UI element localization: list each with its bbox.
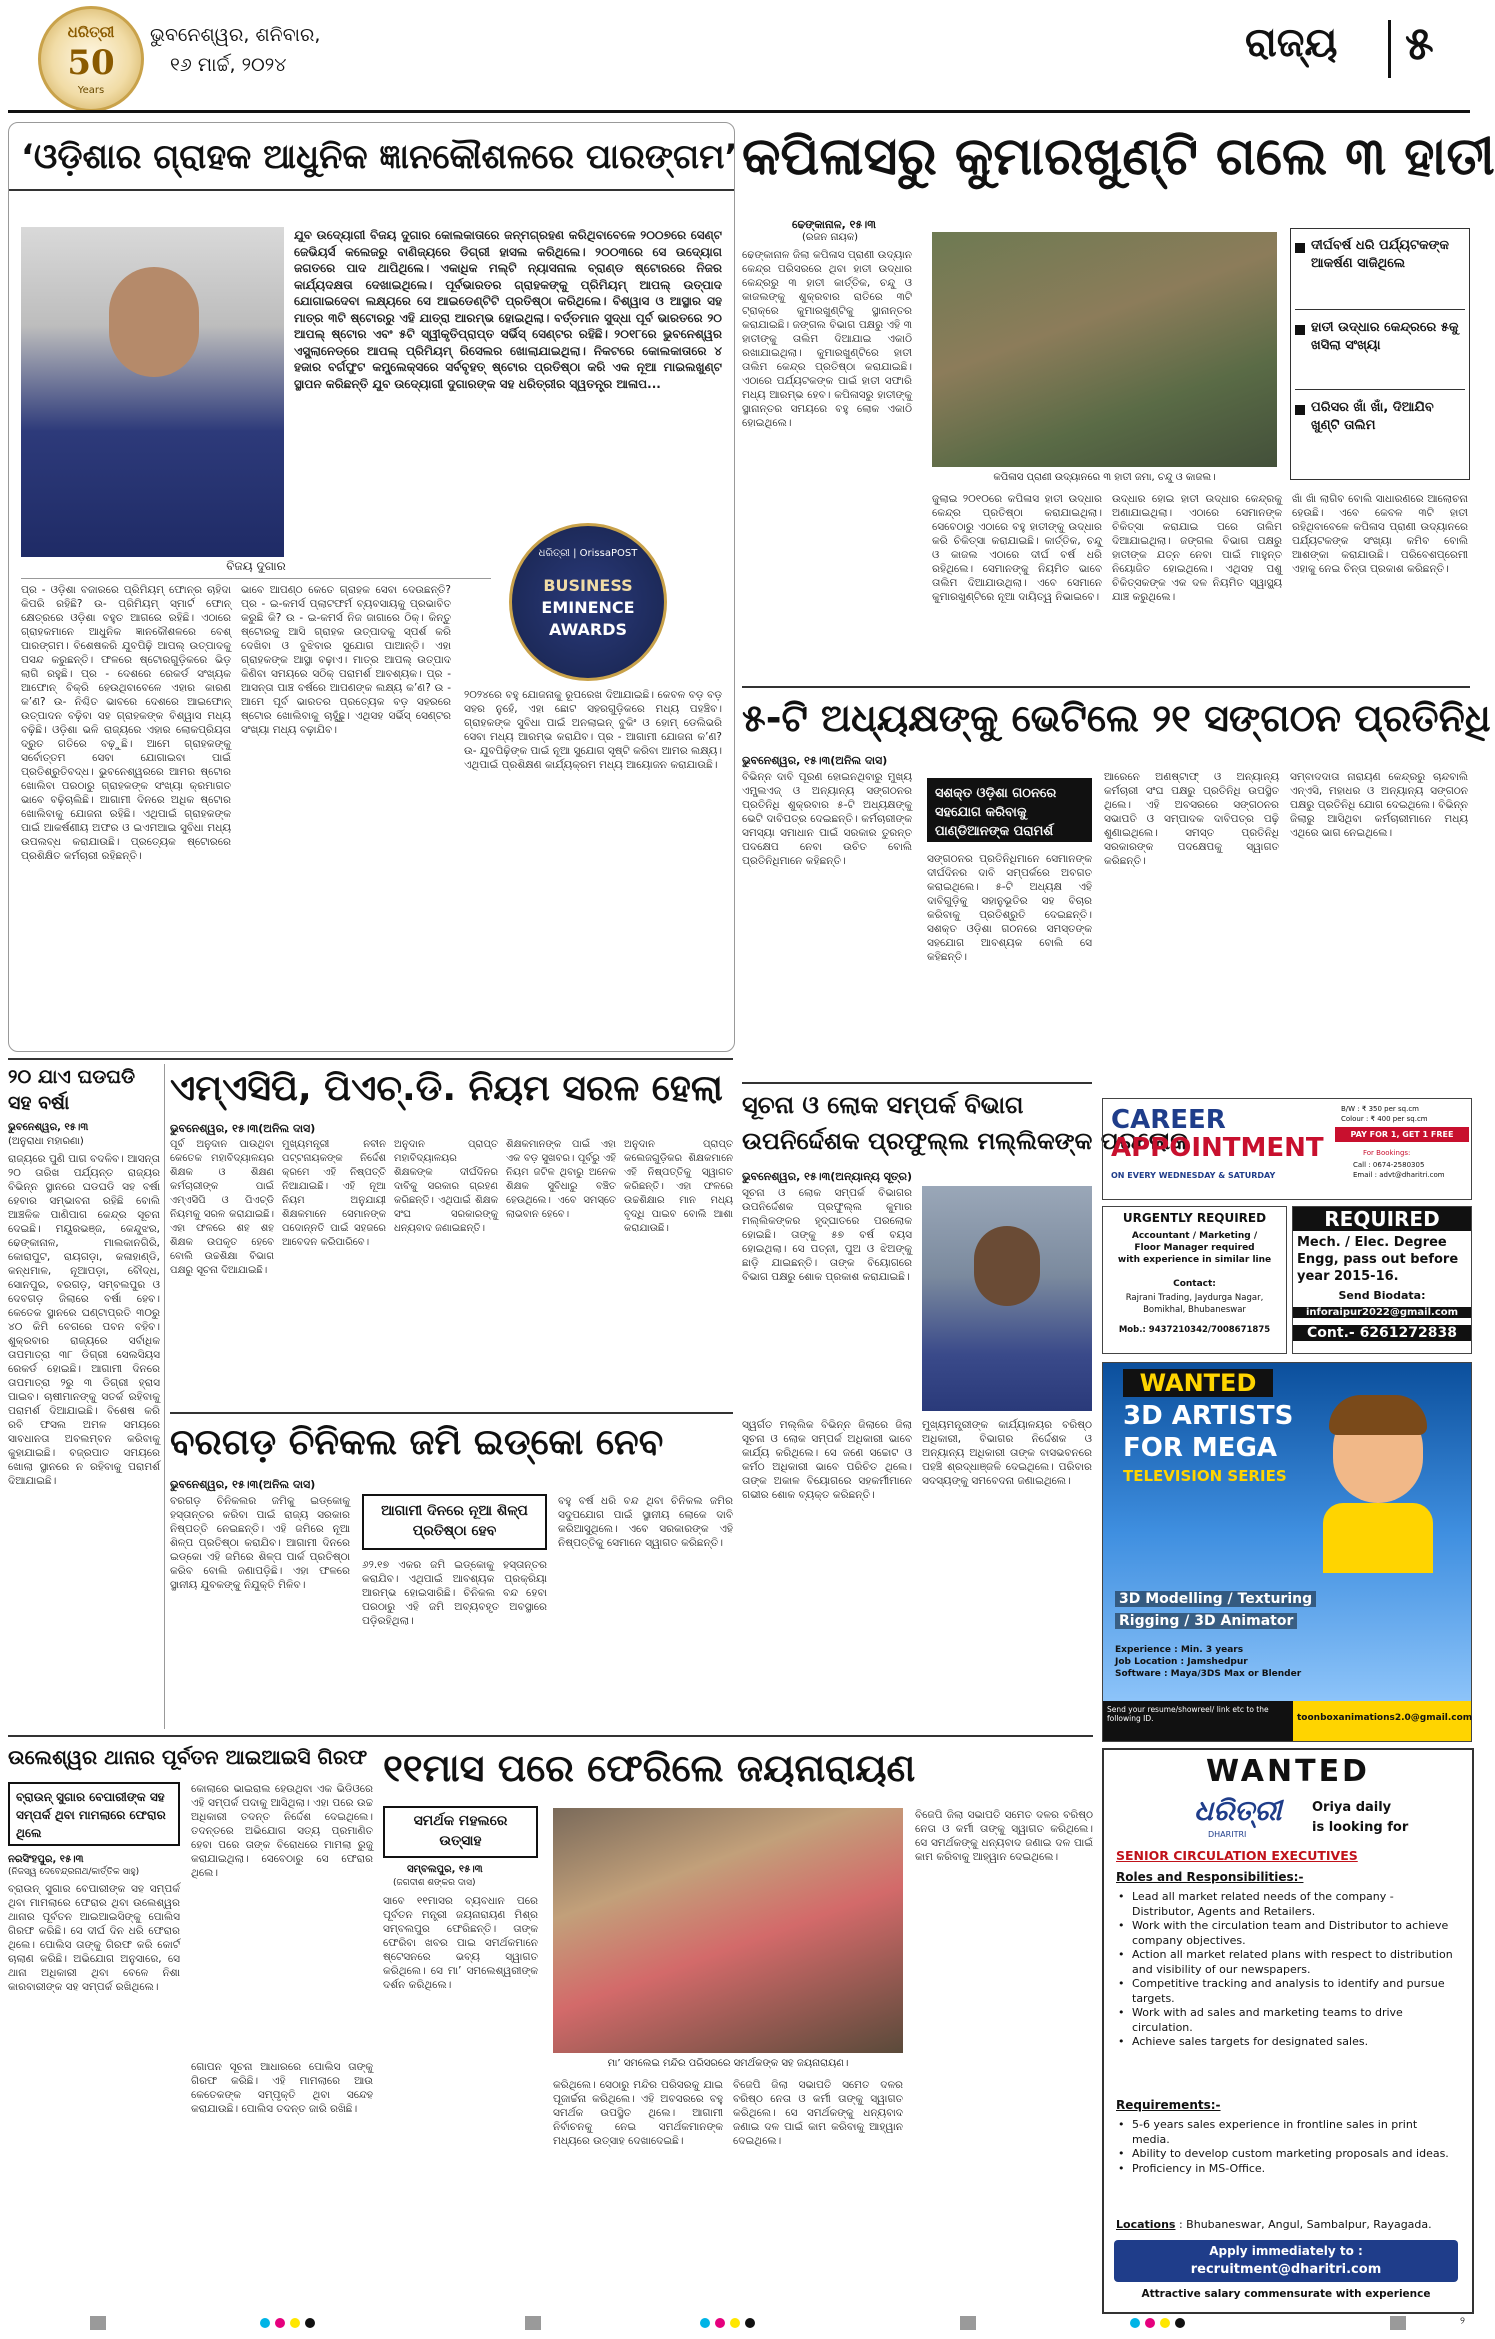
mscp-col-5: ଅନୁଦାନ ପ୍ରାପ୍ତ କଲେଜଗୁଡ଼ିକର ଶିକ୍ଷକମାନେ ଏହି ନିଷ୍ପତ୍ତିକୁ ସ୍ୱାଗତ କରିଛନ୍ତି। ଏହା ଫଳରେ ଉଚ୍ଚଶିକ୍ଷାର ମାନ ମଧ୍ୟ ବୃଦ୍ଧି ପାଇବ ବୋଲି ଆଶା କରାଯାଉଛି। bbox=[624, 1139, 737, 1234]
box-item-rule-1 bbox=[1295, 309, 1465, 310]
print-mark-cyan bbox=[1130, 2318, 1140, 2328]
dharitri-roles-list bbox=[1118, 1890, 1458, 2050]
rule-bargarh-top bbox=[170, 1412, 733, 1414]
elephant-col-3: ଉଦ୍ଧାର ହୋଇ ହାତୀ ଉଦ୍ଧାର କେନ୍ଦ୍ରକୁ ଅଣାଯାଇଥିଲା। ଏଠାରେ ସେମାନଙ୍କ ଚିକିତ୍ସା କରାଯାଇ ପରେ ତାଲିମ ଦିଆଯାଇଥିଲା। ଜଙ୍ଗଲ ବିଭାଗ ପକ୍ଷରୁ ହାତୀଙ୍କ ଯତ୍ନ ନେବା ପାଇଁ ମାହୁନ୍ତ ନିୟୋଜିତ ହୋଇଥିଲେ। ଏଥିସହ ପଶୁ ଚିକିତ୍ସକଙ୍କ ଏକ ଦଳ ନିୟମିତ ସ୍ୱାସ୍ଥ୍ୟ ଯାଞ୍ଚ କରୁଥିଲେ। bbox=[1112, 493, 1286, 603]
section-title: ରାଜ୍ୟ bbox=[1245, 20, 1338, 66]
interview-headline: ‘ଓଡ଼ିଶାର ଗ୍ରାହକ ଆଧୁନିକ ଜ୍ଞାନକୌଶଳରେ ପାରଙ୍ଗମ’ bbox=[21, 137, 738, 177]
elephant-headline: କପିଳାସରୁ କୁମାରଖୁଣ୍ଟି ଗଲେ ୩ ହାତୀ bbox=[742, 127, 1495, 187]
elephant-byline: (ରଜନ ନାୟକ) bbox=[802, 232, 859, 243]
print-gray-bar bbox=[1390, 2316, 1406, 2330]
character-hair bbox=[1329, 1395, 1427, 1435]
organisation-col-4: ସମ୍ବାଦଦାତା ନାରାୟଣ କେନ୍ଦ୍ରରୁ ଚାନ୍ଦବାଲି ଏନ୍‌ଏସି, ମହାଧର ଓ ଅନ୍ୟାନ୍ୟ ସଙ୍ଗଠନ ପକ୍ଷରୁ ପ୍ରତିନିଧି ଯୋଗ ଦେଇଥିଲେ। ବିଭିନ୍ନ ଜିଲାରୁ ଆସିଥିବା କର୍ମଚାରୀମାନେ ମଧ୍ୟ ଏଥିରେ ଭାଗ ନେଇଥିଲେ। bbox=[1290, 771, 1472, 839]
print-gray-bar bbox=[960, 2316, 976, 2330]
jayanarayan-col-3: ବିଜେପି ଜିଲା ସଭାପତି ସମେତ ଦଳର ବରିଷ୍ଠ ନେତା ଓ କର୍ମୀ ତାଙ୍କୁ ସ୍ୱାଗତ କରିଥିଲେ। ସେ ସମର୍ଥକଙ୍କୁ ଧନ୍ୟବାଦ ଜଣାଇ ଦଳ ପାଇଁ କାମ କରିବାକୁ ଆହ୍ୱାନ ଦେଇଥିଲେ। bbox=[733, 2079, 907, 2147]
urgent-title: URGENTLY REQUIRED bbox=[1122, 1211, 1267, 1225]
logo-word: ଧରିତ୍ରୀ bbox=[67, 23, 115, 41]
print-mark-magenta bbox=[275, 2318, 285, 2328]
date-line-1: ଭୁବନେଶ୍ୱର, ଶନିବାର, bbox=[150, 24, 321, 46]
rain-body: ରାଜ୍ୟରେ ପୁଣି ପାଗ ବଦଳିବ। ଆସନ୍ତା ୨୦ ତାରିଖ ପର୍ଯ୍ୟନ୍ତ ରାଜ୍ୟର ବିଭିନ୍ନ ସ୍ଥାନରେ ଘଡଘଡି ସହ ବର୍ଷା ହେବାର ସମ୍ଭାବନା ରହିଛି ବୋଲି ଆଞ୍ଚଳିକ ପାଣିପାଗ କେନ୍ଦ୍ର ସୂଚନା ଦେଇଛି। ମୟୂରଭଞ୍ଜ, କେନ୍ଦୁଝର, ଢେଙ୍କାନାଳ, ମାଲକାନଗିରି, କୋରାପୁଟ, ରାୟଗଡ଼ା, କଳାହାଣ୍ଡି, କନ୍ଧମାଳ, ନୂଆପଡ଼ା, ବୌଦ୍ଧ, ସୋନପୁର, ବରଗଡ଼, ସମ୍ବଲପୁର ଓ ଦେବଗଡ଼ ଜିଲାରେ ବର୍ଷା ହେବ। କେତେକ ସ୍ଥାନରେ ଘଣ୍ଟାପ୍ରତି ୩୦ରୁ ୪୦ କିମି ବେଗରେ ପବନ ବହିବ। ଶୁକ୍ରବାର ରାଜ୍ୟରେ ସର୍ବାଧିକ ତାପମାତ୍ରା ୩୮ ଡିଗ୍ରୀ ସେଲସିୟସ ରେକର୍ଡ ହୋଇଛି। ଆଗାମୀ ଦିନରେ ତାପମାତ୍ରା ୨ରୁ ୩ ଡିଗ୍ରୀ ହ୍ରାସ ପାଇବ। ଚାଷୀମାନଙ୍କୁ ସତର୍କ ରହିବାକୁ ପରାମର୍ଶ ଦିଆଯାଇଛି। ବିଶେଷ କରି ରବି ଫସଲ ଅମଳ ସମୟରେ ସାବଧାନତା ଅବଲମ୍ବନ କରିବାକୁ କୁହାଯାଇଛି। ବଜ୍ରପାତ ସମୟରେ ଖୋଲା ସ୍ଥାନରେ ନ ରହିବାକୁ ପରାମର୍ଶ ଦିଆଯାଇଛି। bbox=[8, 1153, 164, 1487]
rule-rain-right bbox=[164, 1064, 165, 1729]
jayanarayan-col-4: ବିଜେପି ଜିଲା ସଭାପତି ସମେତ ଦଳର ବରିଷ୍ଠ ନେତା ଓ କର୍ମୀ ତାଙ୍କୁ ସ୍ୱାଗତ କରିଥିଲେ। ସେ ସମର୍ଥକଙ୍କୁ ଧନ୍ୟବାଦ ଜଣାଇ ଦଳ ପାଇଁ କାମ କରିବାକୁ ଆହ୍ୱାନ ଦେଇଥିଲେ। bbox=[915, 1809, 1097, 1863]
interview-headline-rule bbox=[9, 189, 734, 191]
masthead-rule bbox=[8, 110, 1470, 113]
dharitri-brand: ଧରିତ୍ରୀ bbox=[1194, 1794, 1282, 1827]
required-send-label: Send Biodata: bbox=[1338, 1289, 1426, 1302]
box-item-3: ପରିସର ଖାଁ ଖାଁ, ଦିଆଯିବ ଖୁଣ୍ଟି ତାଲିମ bbox=[1311, 400, 1434, 433]
artist-software: Software : Maya/3DS Max or Blender bbox=[1115, 1669, 1302, 1679]
dharitri-roles-head: Roles and Responsibilities:- bbox=[1116, 1870, 1304, 1884]
career-line-1: CAREER bbox=[1111, 1105, 1226, 1135]
box-bullet-2 bbox=[1295, 325, 1305, 335]
requirement-item: • Ability to develop custom marketing proposals and ideas. bbox=[1118, 2147, 1449, 2160]
elephant-dateline: ଢେଙ୍କାନାଳ, ୧୫।୩ bbox=[792, 218, 876, 231]
urgently-required-ad bbox=[1102, 1206, 1287, 1354]
interview-intro: ଯୁବ ଉଦ୍ୟୋଗୀ ବିଜୟ ଦୁଗାର କୋଲକାତାରେ ଜନ୍ମଗ୍ରହଣ କରିଥିବାବେଳେ ୨୦୦୭ରେ ସେଣ୍ଟ ଜେଭିୟର୍ସ କଲେଜରୁ ବାଣିଜ୍ୟରେ ଡିଗ୍ରୀ ହାସଲ କରିଥିଲେ। ୨୦୦୩ରେ ସେ ଉଦ୍ୟୋଗ ଜଗତରେ ପାଦ ଥାପିଥିଲେ। ଏକାଧିକ ମଲ୍ଟି ନ୍ୟାସନାଲ ବ୍ରାଣ୍ଡ ଷ୍ଟୋରରେ ନିଜର କାର୍ଯ୍ୟଦକ୍ଷତା ଦେଖାଇଥିଲେ। ପୂର୍ବଭାରତର ଗ୍ରାହକଙ୍କୁ ପ୍ରିମିୟମ୍ ଆପଲ୍ ଉତ୍ପାଦ ଯୋଗାଇଦେବା ଲକ୍ଷ୍ୟରେ ସେ ଆଇଡେଣ୍ଟିଟି ପ୍ରତିଷ୍ଠା କରିଥିଲେ। ବିଶ୍ୱାସ ଓ ଆସ୍ଥାର ସହ ମାତ୍ର ୩ଟି ଷ୍ଟୋରରୁ ଏହି ଯାତ୍ରା ଆରମ୍ଭ ହୋଇଥିଲା। ବର୍ତ୍ତମାନ ସୁଦ୍ଧା ପୂର୍ବ ଭାରତରେ ୨୦ ଆପଲ୍ ଷ୍ଟୋର ଏବଂ ୫ଟି ସ୍ୱୀକୃତିପ୍ରାପ୍ତ ସର୍ଭିସ୍ ସେଣ୍ଟର ରହିଛି। ୨୦୧୮ରେ ଭୁବନେଶ୍ୱର ଏସ୍ପ୍ଲାନେଡ୍‌ରେ ଆପଲ୍ ପ୍ରିମିୟମ୍ ରିସେଲର ଖୋଲାଯାଇଥିଲା। ନିକଟରେ କୋଲକାତାରେ ୪ ହଜାର ବର୍ଗଫୁଟ କମ୍ପ୍ଲେକ୍ସରେ ସର୍ବବୃହତ୍ ଷ୍ଟୋର ପ୍ରତିଷ୍ଠା କରି ଏକ ନୂଆ ମାଇଲଖୁଣ୍ଟ ସ୍ଥାପନ କରିଛନ୍ତି ଯୁବ ଉଦ୍ୟୋଗୀ ଦୁଗାରଙ୍କ ସହ ଧରିତ୍ରୀର ସ୍ୱତନ୍ତ୍ର ଆଳାପ... bbox=[294, 228, 727, 391]
required-line-2: Engg, pass out before bbox=[1297, 1252, 1459, 1267]
organisation-col-1: ବିଭିନ୍ନ ଦାବି ପୂରଣ ହୋଇନଥିବାରୁ ମୁଖ୍ୟ ଏମ୍ପ୍ଲଏଜ୍ ଓ ଅନ୍ୟାନ୍ୟ ସଙ୍ଗଠନର ପ୍ରତିନିଧି ଶୁକ୍ରବାର ୫-ଟି ଅଧ୍ୟକ୍ଷଙ୍କୁ ଭେଟି ଦାବିପତ୍ର ଦେଇଛନ୍ତି। କର୍ମଚାରୀଙ୍କ ସମସ୍ୟା ସମାଧାନ ପାଇଁ ସରକାର ତୁରନ୍ତ ପଦକ୍ଷେପ ନେବା ଉଚିତ ବୋଲି ପ୍ରତିନିଧିମାନେ କହିଛନ୍ତି। bbox=[742, 771, 916, 867]
page-number: ୫ bbox=[1405, 16, 1434, 70]
required-line-3: year 2015-16. bbox=[1297, 1269, 1399, 1284]
interview-photo-caption: ବିଜୟ ଦୁଗାର bbox=[21, 559, 491, 579]
artist-skill-2: Rigging / 3D Animator bbox=[1115, 1613, 1297, 1629]
interview-qa-col-3: ୨୦୨୪ରେ ବହୁ ଯୋଜନାକୁ ରୂପରେଖ ଦିଆଯାଇଛି। କେବଳ ବଡ଼ ବଡ଼ ସହର ନୁହେଁ, ଏହା ଛୋଟ ସହରଗୁଡ଼ିକରେ ମଧ୍ୟ ପହଞ୍ଚିବ। ଗ୍ରାହକଙ୍କ ସୁବିଧା ପାଇଁ ଅନଲାଇନ୍ ବୁକିଂ ଓ ହୋମ୍ ଡେଲିଭରି ସେବା ମଧ୍ୟ ଆରମ୍ଭ କରାଯିବ। ପ୍ର - ଆଗାମୀ ଯୋଜନା କ’ଣ? ଉ- ଯୁବପିଢ଼ିଙ୍କ ପାଇଁ ନୂଆ ସୁଯୋଗ ସୃଷ୍ଟି କରିବା ଆମର ଲକ୍ଷ୍ୟ। ଏଥିପାଇଁ ପ୍ରଶିକ୍ଷଣ କାର୍ଯ୍ୟକ୍ରମ ମଧ୍ୟ ଆୟୋଜନ କରାଯାଉଛି। bbox=[464, 689, 726, 771]
elephant-col-4: ଖାଁ ଖାଁ ଲାଗିବ ବୋଲି ସାଧାରଣରେ ଆଲୋଚନା ହେଉଛି। ଏବେ କେବଳ ୩ଟି ହାତୀ ରହିଥିବାବେଳେ କପିଳାସ ପ୍ରାଣୀ ଉଦ୍ୟାନରେ ପର୍ଯ୍ୟଟକଙ୍କ ସଂଖ୍ୟା କମିବ ବୋଲି ଆଶଙ୍କା କରାଯାଉଛି। ପରିବେଶପ୍ରେମୀ ଏହାକୁ ନେଇ ଚିନ୍ତା ପ୍ରକାଶ କରିଛନ୍ତି। bbox=[1292, 493, 1472, 575]
career-offer: PAY FOR 1, GET 1 FREE bbox=[1335, 1127, 1469, 1142]
jayanarayan-headline: ୧୧ମାସ ପରେ ଫେରିଲେ ଜୟନାରାୟଣ bbox=[383, 1746, 916, 1790]
rain-dateline: ଭୁବନେଶ୍ୱର, ୧୫।୩ bbox=[8, 1122, 89, 1133]
obituary-col-2: ସ୍ୱର୍ଗତ ମଲ୍ଲିକ ବିଭିନ୍ନ ଜିଲାରେ ଜିଲା ସୂଚନା ଓ ଲୋକ ସମ୍ପର୍କ ଅଧିକାରୀ ଭାବେ କାର୍ଯ୍ୟ କରିଥିଲେ। ସେ ଜଣେ ସଚ୍ଚୋଟ ଓ କର୍ମଠ ଅଧିକାରୀ ଭାବେ ପରିଚିତ ଥିଲେ। ତାଙ୍କ ଅକାଳ ବିୟୋଗରେ ସହକର୍ମୀମାନେ ଗଭୀର ଶୋକ ବ୍ୟକ୍ତ କରିଛନ୍ତି। bbox=[742, 1419, 916, 1501]
artist-location: Job Location : Jamshedpur bbox=[1115, 1657, 1248, 1667]
date-line-2: ୧୬ ମାର୍ଚ୍ଚ, ୨୦୨୪ bbox=[170, 54, 287, 76]
award-line-1: BUSINESS bbox=[543, 576, 633, 595]
print-gray-bar bbox=[90, 2316, 106, 2330]
urgent-line-2: Floor Manager required bbox=[1134, 1243, 1255, 1253]
iic-arrest-col-2: କୋଲାରେ ଭାଇରାଲ ହେଉଥିବା ଏକ ଭିଡିଓରେ ଏହି ସମ୍ପର୍କ ପଦାକୁ ଆସିଥିଲା। ଏହା ପରେ ଉଚ୍ଚ ଅଧିକାରୀ ତଦନ୍ତ ନିର୍ଦ୍ଦେଶ ଦେଇଥିଲେ। ତଦନ୍ତରେ ଅଭିଯୋଗ ସତ୍ୟ ପ୍ରମାଣିତ ହେବା ପରେ ତାଙ୍କ ବିରୋଧରେ ମାମଲା ରୁଜୁ କରାଯାଇଥିଲା। ସେବେଠାରୁ ସେ ଫେରାର ଥିଲେ। bbox=[191, 1783, 377, 1879]
jayanarayan-byline: (ଜଗଦୀଶ ଶଙ୍କର ଦାସ) bbox=[393, 1878, 476, 1888]
career-subline: ON EVERY WEDNESDAY & SATURDAY bbox=[1111, 1171, 1276, 1180]
elephant-story bbox=[742, 122, 1495, 682]
iic-arrest-byline: (ନିଜସ୍ୱ ଦେବେନ୍ଦ୍ରନାଥ/କାର୍ତ୍ତିକ ସାହୁ) bbox=[8, 1867, 140, 1877]
requirement-item: • Proficiency in MS-Office. bbox=[1118, 2161, 1266, 2175]
required-email: inforaipur2022@gmail.com bbox=[1293, 1307, 1471, 1318]
dharitri-salary: Attractive salary commensurate with experience bbox=[1141, 2288, 1431, 2300]
logo-years-label: Years bbox=[77, 85, 105, 96]
iic-arrest-story bbox=[8, 1742, 377, 2310]
organisation-box: ସଶକ୍ତ ଓଡ଼ିଶା ଗଠନରେ ସହଯୋଗ କରିବାକୁ ପାଣ୍ଡିଆନଙ୍କ ପରାମର୍ଶ bbox=[927, 778, 1092, 842]
bargarh-dateline: ଭୁବନେଶ୍ୱର, ୧୫।୩(ଅନିଲ ଦାସ) bbox=[170, 1478, 316, 1491]
requirement-item: • 5-6 years sales experience in frontline sales in print media. bbox=[1118, 2118, 1418, 2146]
bargarh-box: ଆଗାମୀ ଦିନରେ ନୂଆ ଶିଳ୍ପ ପ୍ରତିଷ୍ଠା ହେବ bbox=[362, 1494, 547, 1550]
role-item: • Work with ad sales and marketing teams to drive circulation. bbox=[1118, 2006, 1403, 2034]
iic-arrest-col-3: ଗୋପନ ସୂଚନା ଆଧାରରେ ପୋଲିସ ତାଙ୍କୁ ଗିରଫ କରିଛି। ଏହି ମାମଲାରେ ଆଉ କେତେକଙ୍କ ସମ୍ପୃକ୍ତି ଥିବା ସନ୍ଦେହ କରାଯାଉଛି। ପୋଲିସ ତଦନ୍ତ ଜାରି ରଖିଛି। bbox=[191, 2061, 377, 2115]
artist-email: toonboxanimations2.0@gmail.com bbox=[1293, 1701, 1471, 1741]
bargarh-col-1: ବରଗଡ଼ ଚିନିକଲର ଜମିକୁ ଇଡ୍‌କୋକୁ ହସ୍ତାନ୍ତର କରିବା ପାଇଁ ରାଜ୍ୟ ସରକାର ନିଷ୍ପତ୍ତି ନେଇଛନ୍ତି। ଏହି ଜମିରେ ନୂଆ ଶିଳ୍ପ ପ୍ରତିଷ୍ଠା କରାଯିବ। ଆଗାମୀ ଦିନରେ ଇଡ୍‌କୋ ଏହି ଜମିରେ ଶିଳ୍ପ ପାର୍କ ପ୍ରତିଷ୍ଠା କରିବ ବୋଲି ଜଣାପଡ଼ିଛି। ଏହା ଫଳରେ ସ୍ଥାନୀୟ ଯୁବକଙ୍କୁ ନିଯୁକ୍ତି ମିଳିବ। bbox=[170, 1495, 354, 1591]
iic-arrest-headline: ଉଲେଶ୍ୱର ଥାନାର ପୂର୍ବତନ ଆଇଆଇସି ଗିରଫ bbox=[8, 1745, 368, 1769]
role-item: • Work with the circulation team and Distributor to achieve company objectives. bbox=[1118, 1919, 1449, 1947]
dharitri-brand-en: DHARITRI bbox=[1208, 1830, 1247, 1839]
elephant-photo-caption: କପିଳାସ ପ୍ରାଣୀ ଉଦ୍ୟାନରେ ୩ ହାତୀ ଜମା, ଚନ୍ଦୁ ଓ କାଜଲ। bbox=[993, 472, 1216, 483]
box-item-2: ହାତୀ ଉଦ୍ଧାର କେନ୍ଦ୍ରରେ ୫କୁ ଖସିଲା ସଂଖ୍ୟା bbox=[1311, 320, 1459, 353]
mscp-col-4: ଶିକ୍ଷକମାନଙ୍କ ପାଇଁ ଏହା ଏକ ବଡ଼ ସୁଖବର। ପୂର୍ବରୁ ଏହି ନିୟମ ଜଟିଳ ଥିବାରୁ ଅନେକ ଶିକ୍ଷକ ସୁବିଧାରୁ ବଞ୍ଚିତ ହେଉଥିଲେ। ଏବେ ସମସ୍ତେ ଲାଭବାନ ହେବେ। bbox=[506, 1139, 620, 1220]
print-mark-black bbox=[305, 2318, 315, 2328]
box-bullet-3 bbox=[1295, 405, 1305, 415]
bargarh-col-3: ବହୁ ବର୍ଷ ଧରି ବନ୍ଦ ଥିବା ଚିନିକଲ ଜମିର ସଦୁପଯୋଗ ପାଇଁ ସ୍ଥାନୀୟ ଲୋକେ ଦାବି କରିଆସୁଥିଲେ। ଏବେ ସରକାରଙ୍କ ଏହି ନିଷ୍ପତ୍ତିକୁ ସେମାନେ ସ୍ୱାଗତ କରିଛନ୍ତି। bbox=[558, 1495, 737, 1549]
required-title: REQUIRED bbox=[1293, 1207, 1471, 1231]
required-contact: Cont.- 6261272838 bbox=[1293, 1325, 1471, 1341]
role-item: • Competitive tracking and analysis to identify and pursue targets. bbox=[1118, 1977, 1445, 2005]
rain-byline: (ଅନୁରାଧା ମହାରଣା) bbox=[8, 1136, 84, 1147]
jayanarayan-photo bbox=[553, 1808, 903, 2053]
career-rate-colour: Colour : ₹ 400 per sq.cm bbox=[1341, 1115, 1428, 1123]
role-item: • Lead all market related needs of the company - Distributor, Agents and Retailers. bbox=[1118, 1890, 1394, 1918]
elephant-photo bbox=[932, 232, 1277, 467]
career-mail: Email : advt@dharitri.com bbox=[1353, 1171, 1445, 1179]
obituary-dateline: ଭୁବନେଶ୍ୱର, ୧୫।୩(ଅନ୍ୟାନ୍ୟ ସୂତ୍ର) bbox=[742, 1170, 913, 1183]
required-line-1: Mech. / Elec. Degree bbox=[1297, 1235, 1447, 1250]
artist-wanted: WANTED bbox=[1123, 1369, 1273, 1397]
print-gray-bar bbox=[525, 2316, 541, 2330]
dharitri-locations bbox=[1116, 2218, 1466, 2231]
rule-elephant-bottom bbox=[742, 686, 1470, 688]
print-mark-magenta bbox=[1145, 2318, 1155, 2328]
jayanarayan-dateline: ସମ୍ବଲପୁର, ୧୫।୩ bbox=[407, 1864, 483, 1875]
print-mark-cyan bbox=[700, 2318, 710, 2328]
jayanarayan-photo-caption: ମା’ ସମଲେଇ ମନ୍ଦିର ପରିସରରେ ସମର୍ଥକଙ୍କ ସହ ଜୟନାରାୟଣ। bbox=[607, 2058, 849, 2069]
locations-label: Locations bbox=[1116, 2218, 1176, 2231]
career-booking: For Bookings: bbox=[1363, 1149, 1411, 1157]
obituary-portrait-head bbox=[974, 1226, 1040, 1306]
section-divider bbox=[1388, 20, 1391, 78]
career-call: Call : 0674-2580305 bbox=[1353, 1161, 1425, 1169]
elephant-col-2: ଜୁଲାଇ ୨୦୧୦ରେ କପିଳାସ ହାତୀ ଉଦ୍ଧାର କେନ୍ଦ୍ର ପ୍ରତିଷ୍ଠା କରାଯାଇଥିଲା। ସେବେଠାରୁ ଏଠାରେ ବହୁ ହାତୀଙ୍କୁ ଉଦ୍ଧାର କରି ଚିକିତ୍ସା କରାଯାଇଛି। କାର୍ତ୍ତିକ, ଚନ୍ଦୁ ଓ କାଜଲ ଏଠାରେ ଦୀର୍ଘ ବର୍ଷ ଧରି ରହିଥିଲେ। ସେମାନଙ୍କୁ ନିୟମିତ ଭାବେ ତାଲିମ ଦିଆଯାଉଥିଲା। ଏବେ ସେମାନେ କୁମାରଖୁଣ୍ଟିରେ ନୂଆ ଦାୟିତ୍ୱ ନିଭାଇବେ। bbox=[932, 493, 1106, 603]
box-item-1: ଦୀର୍ଘବର୍ଷ ଧରି ପର୍ଯ୍ୟଟକଙ୍କ ଆକର୍ଷଣ ସାଜିଥିଲେ bbox=[1311, 238, 1449, 271]
box-item-rule-2 bbox=[1295, 389, 1465, 390]
urgent-contact-label: Contact: bbox=[1173, 1279, 1216, 1289]
career-line-2: APPOINTMENT bbox=[1111, 1133, 1324, 1163]
print-mark-magenta bbox=[715, 2318, 725, 2328]
dharitri-wanted-ad bbox=[1102, 1748, 1474, 2314]
award-line-3: AWARDS bbox=[548, 620, 628, 639]
urgent-mobile: Mob.: 9437210342/7008671875 bbox=[1118, 1325, 1271, 1335]
artist-line-3: TELEVISION SERIES bbox=[1123, 1467, 1287, 1485]
interview-photo bbox=[21, 227, 284, 557]
3d-artists-ad bbox=[1102, 1362, 1472, 1742]
urgent-line-3: with experience in similar line bbox=[1117, 1255, 1272, 1265]
rule-mscp-top bbox=[8, 1058, 733, 1060]
role-item: • Achieve sales targets for designated sales. bbox=[1118, 2035, 1369, 2048]
organisation-story bbox=[742, 692, 1491, 1077]
dharitri-apply: Apply immediately to : bbox=[1209, 2244, 1363, 2258]
dharitri-apply-box bbox=[1114, 2240, 1458, 2282]
print-mark-black bbox=[1175, 2318, 1185, 2328]
rain-story bbox=[8, 1064, 164, 1729]
print-mark-yellow bbox=[1160, 2318, 1170, 2328]
award-badge bbox=[509, 523, 667, 681]
organisation-col-2: ସଙ୍ଗଠନର ପ୍ରତିନିଧିମାନେ ସେମାନଙ୍କ ଦୀର୍ଘଦିନର ଦାବି ସମ୍ପର୍କରେ ଅବଗତ କରାଇଥିଲେ। ୫-ଟି ଅଧ୍ୟକ୍ଷ ଏହି ଦାବିଗୁଡ଼ିକୁ ସହାନୁଭୂତିର ସହ ବିଚାର କରିବାକୁ ପ୍ରତିଶ୍ରୁତି ଦେଇଛନ୍ତି। ସଶକ୍ତ ଓଡ଼ିଶା ଗଠନରେ ସମସ୍ତଙ୍କ ସହଯୋଗ ଆବଶ୍ୟକ ବୋଲି ସେ କହିଛନ୍ତି। bbox=[927, 853, 1096, 963]
dharitri-req-list bbox=[1118, 2118, 1458, 2176]
artist-send: Send your resume/showreel/ link etc to the following ID. bbox=[1103, 1701, 1293, 1741]
career-appointment-ad bbox=[1102, 1098, 1472, 1200]
dharitri-req-head: Requirements:- bbox=[1116, 2098, 1221, 2112]
iic-arrest-col-1: ବ୍ରାଉନ୍ ସୁଗାର ବେପାରୀଙ୍କ ସହ ସମ୍ପର୍କ ଥିବା ମାମଲାରେ ଫେରାର ଥିବା ଉଲେଶ୍ୱର ଥାନାର ପୂର୍ବତନ ଆଇଆଇସିଙ୍କୁ ପୋଲିସ ଗିରଫ କରିଛି। ସେ ଦୀର୍ଘ ଦିନ ଧରି ଫେରାର ଥିଲେ। ପୋଲିସ ତାଙ୍କୁ ଗିରଫ କରି କୋର୍ଟ ଚାଲାଣ କରିଛି। ଅଭିଯୋଗ ଅନୁସାରେ, ସେ ଥାନା ଅଧିକାରୀ ଥିବା ବେଳେ ନିଶା କାରବାରୀଙ୍କ ସହ ସମ୍ପର୍କ ରଖିଥିଲେ। bbox=[8, 1883, 184, 1993]
logo-years-number: 50 bbox=[67, 43, 115, 83]
mscp-story bbox=[170, 1064, 737, 1409]
dharitri-daily: Oriya daily bbox=[1312, 1800, 1392, 1815]
artist-experience: Experience : Min. 3 years bbox=[1115, 1645, 1244, 1655]
urgent-contact-1: Rajrani Trading, Jaydurga Nagar, bbox=[1125, 1293, 1264, 1303]
print-mark-yellow bbox=[730, 2318, 740, 2328]
mscp-col-3: ଅନୁଦାନ ପ୍ରାପ୍ତ ମହାବିଦ୍ୟାଳୟର ଶିକ୍ଷକଙ୍କ ଦୀର୍ଘଦିନର ଦାବିକୁ ସରକାର ଗ୍ରହଣ କରିଛନ୍ତି। ଏଥିପାଇଁ ଶିକ୍ଷକ ସଂଘ ସରକାରଙ୍କୁ ଧନ୍ୟବାଦ ଜଣାଇଛନ୍ତି। bbox=[394, 1139, 502, 1234]
artist-skill-1: 3D Modelling / Texturing bbox=[1115, 1591, 1316, 1607]
rule-bottom-section bbox=[8, 1735, 1093, 1737]
organisation-headline: ୫-ଟି ଅଧ୍ୟକ୍ଷଙ୍କୁ ଭେଟିଲେ ୨୧ ସଙ୍ଗଠନ ପ୍ରତିନିଧି bbox=[742, 696, 1491, 740]
obituary-col-1: ସୂଚନା ଓ ଲୋକ ସମ୍ପର୍କ ବିଭାଗର ଉପନିର୍ଦ୍ଦେଶକ ପ୍ରଫୁଲ୍ଲ କୁମାର ମଲ୍ଲିକଙ୍କର ହୃଦ୍‌ଘାତରେ ପରଲୋକ ହୋଇଛି। ତାଙ୍କୁ ୫୭ ବର୍ଷ ବୟସ ହୋଇଥିଲା। ସେ ପତ୍ନୀ, ପୁଅ ଓ ଝିଅଙ୍କୁ ଛାଡ଼ି ଯାଇଛନ୍ତି। ତାଙ୍କ ବିୟୋଗରେ ବିଭାଗ ପକ୍ଷରୁ ଶୋକ ପ୍ରକାଶ କରାଯାଇଛି। bbox=[742, 1187, 916, 1283]
interview-qa-col-2: ଭାବେ ଆପଣ୍ଠ କେତେ ଗ୍ରାହକ ସେବା ଦେଉଛନ୍ତି? ପ୍ର - ଇ-କମର୍ସ ପ୍ଲାଟଫର୍ମ ବ୍ୟବସାୟକୁ ପ୍ରଭାବିତ କରୁଛି କି? ଉ - ଇ-କମର୍ସ ନିଜ ଜାଗାରେ ଠିକ୍। କିନ୍ତୁ ଷ୍ଟୋରକୁ ଆସି ଗ୍ରାହକ ଉତ୍ପାଦକୁ ସ୍ପର୍ଶ କରି ଦେଖିବା ଓ ବୁଝିବାର ସୁଯୋଗ ପାଆନ୍ତି। ଏହା ଗ୍ରାହକଙ୍କ ଆସ୍ଥା ବଢ଼ାଏ। ମାତ୍ର ଆପଲ୍ ଉତ୍ପାଦ କିଣିବା ସମୟରେ ସଠିକ୍ ପରାମର୍ଶ ଆବଶ୍ୟକ। ପ୍ର - ଆସନ୍ତା ପାଞ୍ଚ ବର୍ଷରେ ଆପଣଙ୍କ ଲକ୍ଷ୍ୟ କ’ଣ? ଉ - ଆମେ ପୂର୍ବ ଭାରତର ପ୍ରତ୍ୟେକ ବଡ଼ ସହରରେ ଷ୍ଟୋର ଖୋଲିବାକୁ ଚାହୁଁଛୁ। ଏଥିସହ ସର୍ଭିସ୍ ସେଣ୍ଟର ସଂଖ୍ୟା ମଧ୍ୟ ବଢ଼ାଯିବ। bbox=[241, 584, 455, 736]
artist-character bbox=[1303, 1393, 1453, 1573]
rain-headline: ୨୦ ଯାଏ ଘଡଘଡି ସହ ବର୍ଷା bbox=[8, 1066, 136, 1114]
obituary-headline-line-2: ଉପନିର୍ଦ୍ଦେଶକ ପ୍ରଫୁଲ୍ଲ ମଲ୍ଲିକଙ୍କ ପରଲୋକ bbox=[742, 1127, 1188, 1155]
obituary-col-3: ମୁଖ୍ୟମନ୍ତ୍ରୀଙ୍କ କାର୍ଯ୍ୟାଳୟର ବରିଷ୍ଠ ଅଧିକାରୀ, ବିଭାଗର ନିର୍ଦ୍ଦେଶକ ଓ ଅନ୍ୟାନ୍ୟ ଅଧିକାରୀ ତାଙ୍କ ବାସଭବନରେ ପହଞ୍ଚି ଶ୍ରଦ୍ଧାଞ୍ଜଳି ଦେଇଥିଲେ। ପରିବାର ସଦସ୍ୟଙ୍କୁ ସମବେଦନା ଜଣାଇଥିଲେ। bbox=[922, 1419, 1096, 1487]
bargarh-story bbox=[170, 1418, 737, 1730]
dharitri-looking: is looking for bbox=[1312, 1820, 1409, 1835]
obituary-photo bbox=[922, 1186, 1092, 1411]
iic-arrest-dateline: ନରସିଂହପୁର, ୧୫।୩ bbox=[8, 1854, 84, 1865]
organisation-col-3: ଆରେନେ ଅଣଷ୍ଟାଫ୍ ଓ ଅନ୍ୟାନ୍ୟ କର୍ମଚାରୀ ସଂଘ ପକ୍ଷରୁ ପ୍ରତିନିଧି ଉପସ୍ଥିତ ଥିଲେ। ଏହି ଅବସରରେ ସଙ୍ଗଠନର ସଭାପତି ଓ ସମ୍ପାଦକ ଦାବିପତ୍ର ପଢ଼ି ଶୁଣାଇଥିଲେ। ସମସ୍ତ ପ୍ରତିନିଧି ସରକାରଙ୍କ ପଦକ୍ଷେପକୁ ସ୍ୱାଗତ କରିଛନ୍ତି। bbox=[1104, 771, 1283, 867]
dharitri-wanted-title: WANTED bbox=[1206, 1754, 1370, 1789]
required-ad bbox=[1292, 1206, 1472, 1354]
dharitri-email: recruitment@dharitri.com bbox=[1190, 2262, 1382, 2277]
mscp-col-1: ପୂର୍ବ ଅନୁଦାନ ପାଉଥିବା କେତେକ ମହାବିଦ୍ୟାଳୟର ଶିକ୍ଷକ ଓ ଶିକ୍ଷଣ କର୍ମଚାରୀଙ୍କ ପାଇଁ ଏମ୍‌ଏସିପି ଓ ପିଏଚ୍‌ଡି ନିୟମକୁ ସରଳ କରାଯାଇଛି। ଏହା ଫଳରେ ଶହ ଶହ ଶିକ୍ଷକ ଉପକୃତ ହେବେ ବୋଲି ଉଚ୍ଚଶିକ୍ଷା ବିଭାଗ ପକ୍ଷରୁ ସୂଚନା ଦିଆଯାଇଛି। bbox=[170, 1139, 278, 1276]
dharitri-position: SENIOR CIRCULATION EXECUTIVES bbox=[1116, 1848, 1358, 1863]
mscp-headline: ଏମ୍‌ଏସିପି, ପିଏଚ୍‌.ଡି. ନିୟମ ସରଳ ହେଲା bbox=[170, 1068, 723, 1109]
urgent-contact-2: Bomikhal, Bhubaneswar bbox=[1143, 1305, 1246, 1315]
print-mark-yellow bbox=[290, 2318, 300, 2328]
character-body bbox=[1323, 1503, 1433, 1573]
portrait-head bbox=[109, 267, 199, 377]
rule-obituary-top bbox=[742, 1082, 1092, 1084]
anniversary-logo bbox=[38, 6, 144, 112]
elephant-box bbox=[1290, 228, 1470, 480]
elephant-col-1: ଢେଙ୍କାନାଳ ଜିଲା କପିଳାସ ପ୍ରାଣୀ ଉଦ୍ୟାନ କେନ୍ଦ୍ର ପରିସରରେ ଥିବା ହାତୀ ଉଦ୍ଧାର କେନ୍ଦ୍ରରୁ ୩ ହାତୀ କାର୍ତ୍ତିକ, ଚନ୍ଦୁ ଓ କାଜଲଙ୍କୁ ଶୁକ୍ରବାର ରାତିରେ ୩ଟି ଟ୍ରାକ୍‌ରେ କୁମାରଖୁଣ୍ଟିକୁ ସ୍ଥାନାନ୍ତର କରାଯାଇଛି। ଜଙ୍ଗଲ ବିଭାଗ ପକ୍ଷରୁ ଏହି ୩ ହାତୀଙ୍କୁ ତାଲିମ ଦିଆଯାଇ ଏକାଠି ରଖାଯାଇଥିଲା। କୁମାରଖୁଣ୍ଟିରେ ହାତୀ ତାଲିମ କେନ୍ଦ୍ର ପ୍ରତିଷ୍ଠା କରାଯାଇଛି। ଏଠାରେ ପର୍ଯ୍ୟଟକଙ୍କ ପାଇଁ ହାତୀ ସଫାରି ମଧ୍ୟ ଆରମ୍ଭ ହେବ। କପିଳାସରୁ ହାତୀଙ୍କୁ ସ୍ଥାନାନ୍ତର ସମୟରେ ବହୁ ଲୋକ ଏକାଠି ହୋଇଥିଲେ। bbox=[742, 249, 916, 429]
print-mark-cyan bbox=[260, 2318, 270, 2328]
locations-value: : Bhubaneswar, Angul, Sambalpur, Rayagada. bbox=[1178, 2218, 1432, 2231]
role-item: • Action all market related plans with respect to distribution and visibility of our newspapers. bbox=[1118, 1948, 1453, 1976]
box-bullet-1 bbox=[1295, 243, 1305, 253]
iic-arrest-box: ବ୍ରାଉନ୍ ସୁଗାର ବେପାରୀଙ୍କ ସହ ସମ୍ପର୍କ ଥିବା ମାମଲାରେ ଫେରାର ଥିଲେ bbox=[8, 1782, 180, 1846]
masthead bbox=[0, 0, 1477, 115]
jayanarayan-box: ସମର୍ଥକ ମହଲରେ ଉତ୍ସାହ bbox=[383, 1806, 538, 1858]
bargarh-headline: ବରଗଡ଼ ଚିନିକଲ ଜମି ଇଡ୍‌କୋ ନେବ bbox=[170, 1422, 664, 1463]
obituary-headline-line-1: ସୂଚନା ଓ ଲୋକ ସମ୍ପର୍କ ବିଭାଗ bbox=[742, 1091, 1024, 1119]
organisation-dateline: ଭୁବନେଶ୍ୱର, ୧୫।୩(ଅନିଲ ଦାସ) bbox=[742, 754, 888, 767]
jayanarayan-story bbox=[383, 1742, 1097, 2310]
mscp-col-2: ମୁଖ୍ୟମନ୍ତ୍ରୀ ନବୀନ ପଟ୍ଟନାୟକଙ୍କ ନିର୍ଦ୍ଦେଶ କ୍ରମେ ଏହି ନିଷ୍ପତ୍ତି ନିଆଯାଇଛି। ଏହି ନୂଆ ନିୟମ ଅନୁଯାୟୀ ଶିକ୍ଷକମାନେ ସେମାନଙ୍କ ପଦୋନ୍ନତି ପାଇଁ ସହଜରେ ଆବେଦନ କରିପାରିବେ। bbox=[282, 1139, 390, 1248]
mscp-dateline: ଭୁବନେଶ୍ୱର, ୧୫।୩(ଅନିଲ ଦାସ) bbox=[170, 1122, 316, 1135]
award-line-2: EMINENCE bbox=[541, 598, 635, 617]
bargarh-col-2: ୬୨.୧୭ ଏକର ଜମି ଇଡ୍‌କୋକୁ ହସ୍ତାନ୍ତର କରାଯିବ। ଏଥିପାଇଁ ଆବଶ୍ୟକ ପ୍ରକ୍ରିୟା ଆରମ୍ଭ ହୋଇସାରିଛି। ଚିନିକଲ ବନ୍ଦ ହେବା ପରଠାରୁ ଏହି ଜମି ଅବ୍ୟବହୃତ ଅବସ୍ଥାରେ ପଡ଼ିରହିଥିଲା। bbox=[362, 1559, 551, 1627]
urgent-line-1: Accountant / Marketing / bbox=[1131, 1231, 1258, 1241]
print-mark-black bbox=[745, 2318, 755, 2328]
footer-page-digit: ୨ bbox=[1460, 2316, 1465, 2327]
career-rate-bw: B/W : ₹ 350 per sq.cm bbox=[1341, 1105, 1419, 1113]
jayanarayan-col-1: ସାବେ ୧୧ମାସର ବ୍ୟବଧାନ ପରେ ପୂର୍ବତନ ମନ୍ତ୍ରୀ ଜୟନାରାୟଣ ମିଶ୍ର ସମ୍ବଲପୁର ଫେରିଛନ୍ତି। ତାଙ୍କ ଫେରିବା ଖବର ପାଇ ସମର୍ଥକମାନେ ଷ୍ଟେସନରେ ଭବ୍ୟ ସ୍ୱାଗତ କରିଥିଲେ। ସେ ମା’ ସମଲେଶ୍ୱରୀଙ୍କ ଦର୍ଶନ କରିଥିଲେ। bbox=[383, 1895, 542, 1991]
artist-line-1: 3D ARTISTS bbox=[1123, 1401, 1294, 1431]
interview-story bbox=[8, 122, 738, 1052]
jayanarayan-col-2: କରିଥିଲେ। ସେଠାରୁ ମନ୍ଦିର ପରିସରକୁ ଯାଇ ପୂଜାର୍ଚ୍ଚନା କରିଥିଲେ। ଏହି ଅବସରରେ ବହୁ ସମର୍ଥକ ଉପସ୍ଥିତ ଥିଲେ। ଆଗାମୀ ନିର୍ବାଚନକୁ ନେଇ ସମର୍ଥକମାନଙ୍କ ମଧ୍ୟରେ ଉତ୍ସାହ ଦେଖାଦେଇଛି। bbox=[553, 2079, 727, 2147]
artist-line-2: FOR MEGA bbox=[1123, 1433, 1278, 1463]
interview-qa-col-1: ପ୍ର - ଓଡ଼ିଶା ବଜାରରେ ପ୍ରିମିୟମ୍ ଫୋନ୍‌ର ଚାହିଦା କିପରି ରହିଛି? ଉ- ପ୍ରିମିୟମ୍ ସ୍ମାର୍ଟ ଫୋନ୍ କ୍ଷେତ୍ରରେ ଓଡ଼ିଶା ବହୁତ ଆଗରେ ରହିଛି। ଏଠାରେ ଗ୍ରାହକମାନେ ଆଧୁନିକ ଜ୍ଞାନକୌଶଳରେ ବେଶ୍ ପାରଙ୍ଗମ। ବିଶେଷକରି ଯୁବପିଢ଼ି ଆପଲ୍ ଉତ୍ପାଦକୁ ପସନ୍ଦ କରୁଛନ୍ତି। ଫଳରେ ଷ୍ଟୋରଗୁଡ଼ିକରେ ଭିଡ଼ ଲାଗି ରହୁଛି। ପ୍ର - ଦେଶରେ ରେକର୍ଡ ସଂଖ୍ୟକ ଆଫୋନ୍ ବିକ୍ରି ହେଉଥିବାବେଳେ ଏହାର କାରଣ କ’ଣ? ଉ- ନିଶ୍ଚିତ ଭାବରେ ଦେଶରେ ଆଇଫୋନ୍ ଉତ୍ପାଦନ ବଢ଼ିବା ସହ ଗ୍ରାହକଙ୍କ ବିଶ୍ୱାସ ମଧ୍ୟ ବଢ଼ିଛି। ଓଡ଼ିଶା ଭଳି ରାଜ୍ୟରେ ଏହାର ଲୋକପ୍ରିୟତା ଦ୍ରୁତ ଗତିରେ ବଢ଼ୁଛି। ଆମେ ଗ୍ରାହକଙ୍କୁ ସର୍ବୋତ୍ତମ ସେବା ଯୋଗାଇବା ପାଇଁ ପ୍ରତିଶ୍ରୁତିବଦ୍ଧ। ଭୁବନେଶ୍ୱରରେ ଆମର ଷ୍ଟୋର ଖୋଲିବା ପରଠାରୁ ଗ୍ରାହକଙ୍କ ସଂଖ୍ୟା କ୍ରମାଗତ ଭାବେ ବଢ଼ିଚାଲିଛି। ଆଗାମୀ ଦିନରେ ଅଧିକ ଷ୍ଟୋର ଖୋଲିବାକୁ ଯୋଜନା ରହିଛି। ଏଥିପାଇଁ ଗ୍ରାହକଙ୍କ ପାଇଁ ଆକର୍ଷଣୀୟ ଅଫର ଓ ଇଏମଆଇ ସୁବିଧା ମଧ୍ୟ ଉପଲବ୍ଧ କରାଯାଉଛି। ପ୍ରତ୍ୟେକ ଷ୍ଟୋରରେ ପ୍ରଶିକ୍ଷିତ କର୍ମଚାରୀ ରହିଛନ୍ତି। bbox=[21, 584, 235, 862]
award-brand: ଧରିତ୍ରୀ | OrissaPOST bbox=[538, 548, 638, 559]
